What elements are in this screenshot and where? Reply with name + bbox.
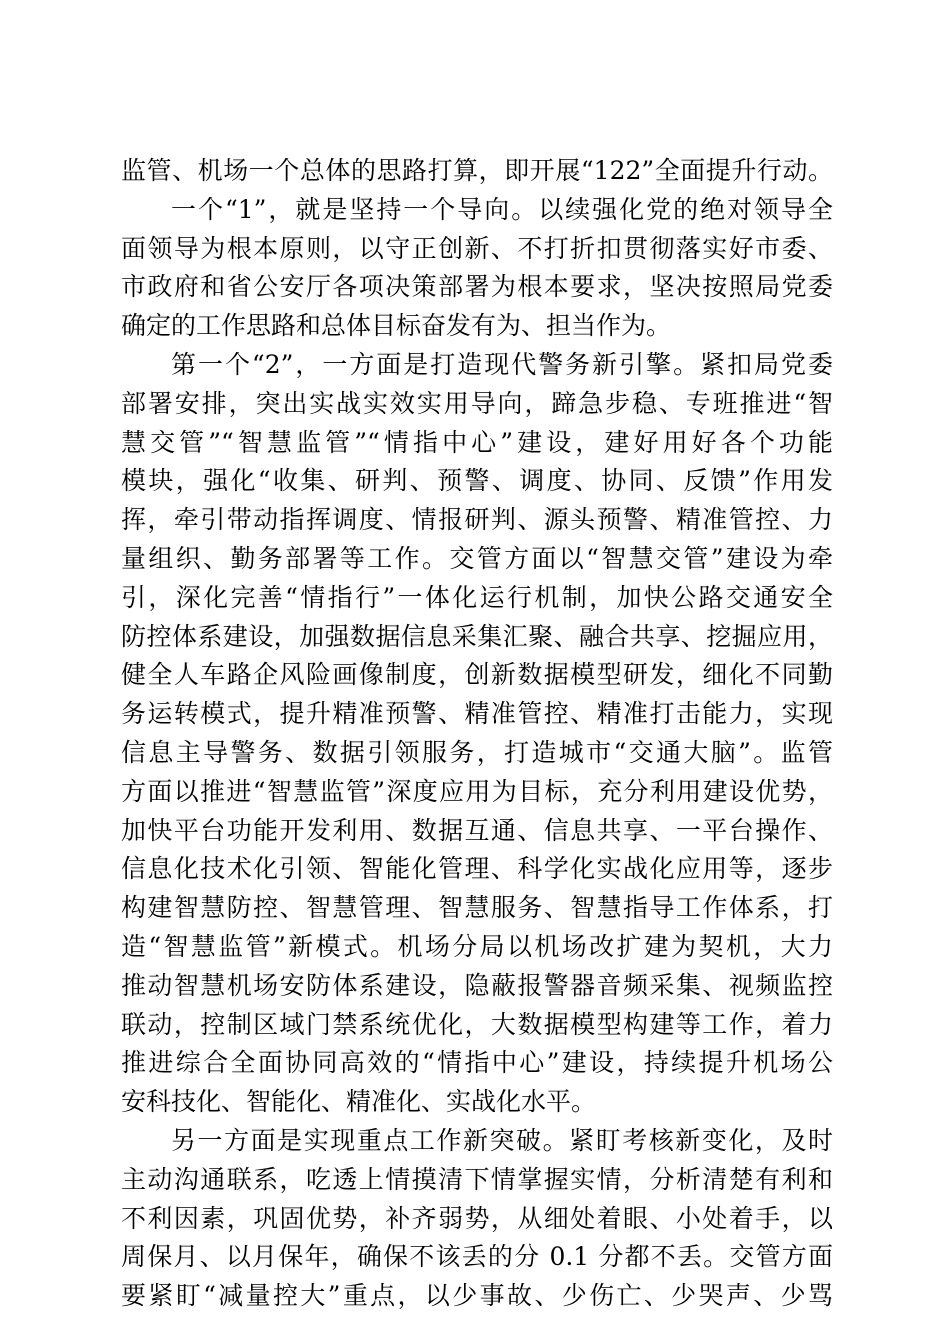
text-line: 周保月、以月保年，确保不该丢的分 0.1 分都不丢。交管方面 [121,1242,833,1272]
paragraph-2-first-line: 第一个“2”，一方面是打造现代警务新引擎。紧扣局党委 [171,349,833,379]
text-line: 挥，牵引带动指挥调度、情报研判、源头预警、精准管控、力 [121,505,833,535]
text-line: 信息主导警务、数据引领服务，打造城市“交通大脑”。监管 [121,737,833,767]
text-line: 主动沟通联系，吃透上情摸清下情掌握实情，分析清楚有利和 [121,1164,833,1194]
text-line: 加快平台功能开发利用、数据互通、信息共享、一平台操作、 [121,815,833,845]
text-line: 防控体系建设，加强数据信息采集汇聚、融合共享、挖掘应用， [121,621,833,651]
text-line: 造“智慧监管”新模式。机场分局以机场改扩建为契机，大力 [121,931,833,961]
text-line: 确定的工作思路和总体目标奋发有为、担当作为。 [121,311,672,341]
text-line: 要紧盯“减量控大”重点，以少事故、少伤亡、少哭声、少骂 [121,1281,833,1311]
text-line: 信息化技术化引领、智能化管理、科学化实战化应用等，逐步 [121,854,833,884]
text-line: 推动智慧机场安防体系建设，隐蔽报警器音频采集、视频监控 [121,970,833,1000]
text-line: 引，深化完善“情指行”一体化运行机制，加快公路交通安全 [121,582,833,612]
text-line: 量组织、勤务部署等工作。交管方面以“智慧交管”建设为牵 [121,543,833,573]
text-line: 市政府和省公安厅各项决策部署为根本要求，坚决按照局党委 [121,272,833,302]
text-line: 构建智慧防控、智慧管理、智慧服务、智慧指导工作体系，打 [121,893,833,923]
text-line: 部署安排，突出实战实效实用导向，蹄急步稳、专班推进“智 [121,388,833,418]
text-line: 务运转模式，提升精准预警、精准管控、精准打击能力，实现 [121,699,833,729]
text-line: 监管、机场一个总体的思路打算，即开展“122”全面提升行动。 [121,156,833,185]
text-line: 联动，控制区域门禁系统优化，大数据模型构建等工作，着力 [121,1009,833,1039]
text-line: 健全人车路企风险画像制度，创新数据模型研发，细化不同勤 [121,660,833,690]
document-body [121,152,833,1316]
text-line: 慧交管”“智慧监管”“情指中心”建设，建好用好各个功能 [121,427,833,457]
text-line: 面领导为根本原则，以守正创新、不打折扣贯彻落实好市委、 [121,233,833,263]
text-line: 安科技化、智能化、精准化、实战化水平。 [121,1087,597,1117]
text-line: 不利因素，巩固优势，补齐弱势，从细处着眼、小处着手，以 [121,1203,833,1233]
text-line: 方面以推进“智慧监管”深度应用为目标，充分利用建设优势， [121,776,833,806]
text-line: 推进综合全面协同高效的“情指中心”建设，持续提升机场公 [121,1048,833,1078]
paragraph-3-first-line: 另一方面是实现重点工作新突破。紧盯考核新变化，及时 [171,1125,833,1155]
text-line: 模块，强化“收集、研判、预警、调度、协同、反馈”作用发 [121,466,833,496]
paragraph-1-first-line: 一个“1”，就是坚持一个导向。以续强化党的绝对领导全 [171,194,833,224]
